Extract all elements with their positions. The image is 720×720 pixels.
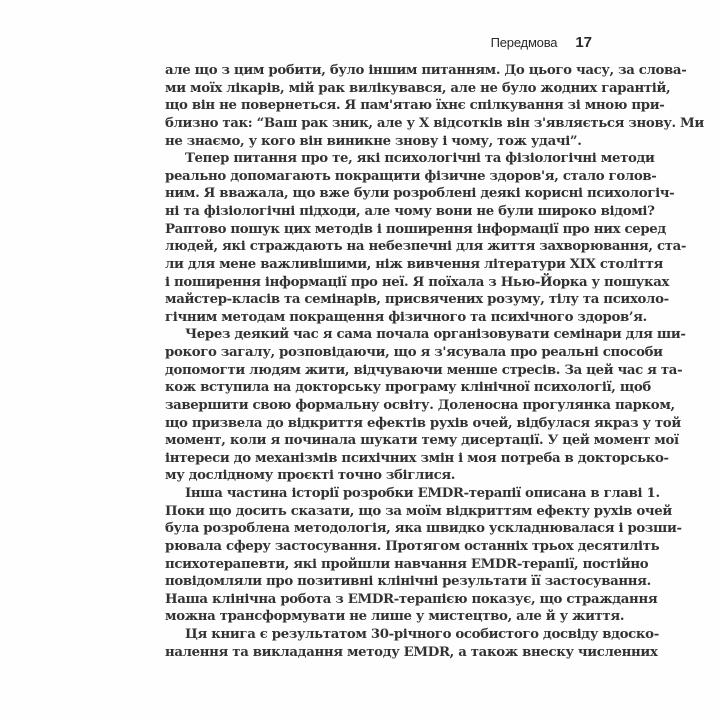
text-line: майстер-класів та семінарів, присвячених розуму, тілу та психоло-	[165, 292, 669, 308]
paragraph-1	[165, 62, 704, 150]
text-line: рювала сферу застосування. Протягом останніх трьох десятиліть	[165, 538, 660, 554]
text-line: Інша частина історії розробки EMDR-терапії описана в главі 1.	[185, 486, 660, 501]
text-line: але що з цим робити, було іншим питанням. До цього часу, за слова-	[165, 63, 687, 78]
text-line: можна трансформувати не лише у мистецтво, але й у життя.	[165, 609, 625, 625]
text-line: Поки що досить сказати, що за моїм відкриттям ефекту рухів очей	[165, 503, 672, 519]
running-head	[491, 34, 592, 51]
text-line: Раптово пошук цих методів і поширення інформації про них серед	[165, 221, 666, 237]
text-line: ні та фізіологічні підходи, але чому вони не були широко відомі?	[165, 204, 655, 219]
text-line: що він не повернеться. Я пам'ятаю їхнє спілкування зі мною при-	[165, 98, 665, 114]
text-line: і поширення інформації про неї. Я поїхала з Нью-Йорка у пошуках	[165, 274, 670, 290]
text-line: ли для мене важливішими, ніж вивчення літератури XIX століття	[165, 256, 663, 272]
text-line: Через деякий час я сама почала організовувати семінари для ши-	[185, 327, 686, 343]
paragraph-3	[165, 326, 686, 485]
text-line: Тепер питання про те, які психологічні та фізіологічні методи	[185, 151, 655, 167]
text-line: повідомляли про позитивні клінічні результати її застосування.	[165, 574, 651, 590]
text-line: не знаємо, у кого він виникне знову і чому, тож удачі”.	[165, 133, 582, 149]
paragraph-5	[165, 626, 659, 661]
text-line: інтереси до механізмів психічних змін і моя потреба в докторсько-	[165, 450, 669, 466]
section-title: Передмова	[490, 35, 558, 50]
text-line: му дослідному проєкті точно збіглися.	[165, 468, 456, 484]
text-line: психотерапевти, які пройшли навчання EMDR-терапії, постійно	[165, 556, 649, 572]
text-line: завершити свою формальну освіту. Доленосна прогулянка парком,	[165, 397, 675, 413]
text-line: реально допомагають покращити фізичне здоров'я, стало голов-	[165, 168, 657, 184]
text-line: допомогти людям жити, відчуваючи менше стресів. За цей час я та-	[165, 362, 683, 378]
text-line: рокого загалу, розповідаючи, що я з'ясувала про реальні способи	[165, 345, 663, 360]
page-number: 17	[575, 34, 592, 51]
paragraph-4	[165, 485, 682, 626]
text-line: налення та викладання методу EMDR, а також внеску численних	[165, 644, 658, 660]
text-line: людей, які страждають на небезпечні для життя захворювання, ста-	[165, 239, 687, 255]
text-line: Ця книга є результатом 30-річного особистого досвіду вдоско-	[185, 627, 659, 642]
text-line: момент, коли я починала шукати тему дисертації. У цей момент мої	[165, 433, 679, 449]
body-text	[165, 62, 704, 661]
text-line: була розроблена методологія, яка швидко ускладнювалася і розши-	[165, 521, 682, 537]
text-line: гічним методам покращення фізичного та психічного здоров’я.	[165, 309, 647, 325]
text-line: ми моїх лікарів, мій рак вилікувався, але не було жодних гарантій,	[165, 80, 671, 96]
text-line: що призвела до відкриття ефектів рухів очей, відбулася якраз у той	[165, 415, 681, 431]
text-line: Наша клінічна робота з EMDR-терапією показує, що страждання	[165, 591, 658, 607]
text-line: ним. Я вважала, що вже були розроблені деякі корисні психологіч-	[165, 186, 675, 202]
text-line: кож вступила на докторську програму клінічної психології, щоб	[165, 380, 651, 396]
paragraph-2	[165, 150, 687, 326]
text-line: близно так: “Ваш рак зник, але у Х відсотків він з'являється знову. Ми	[165, 115, 704, 131]
